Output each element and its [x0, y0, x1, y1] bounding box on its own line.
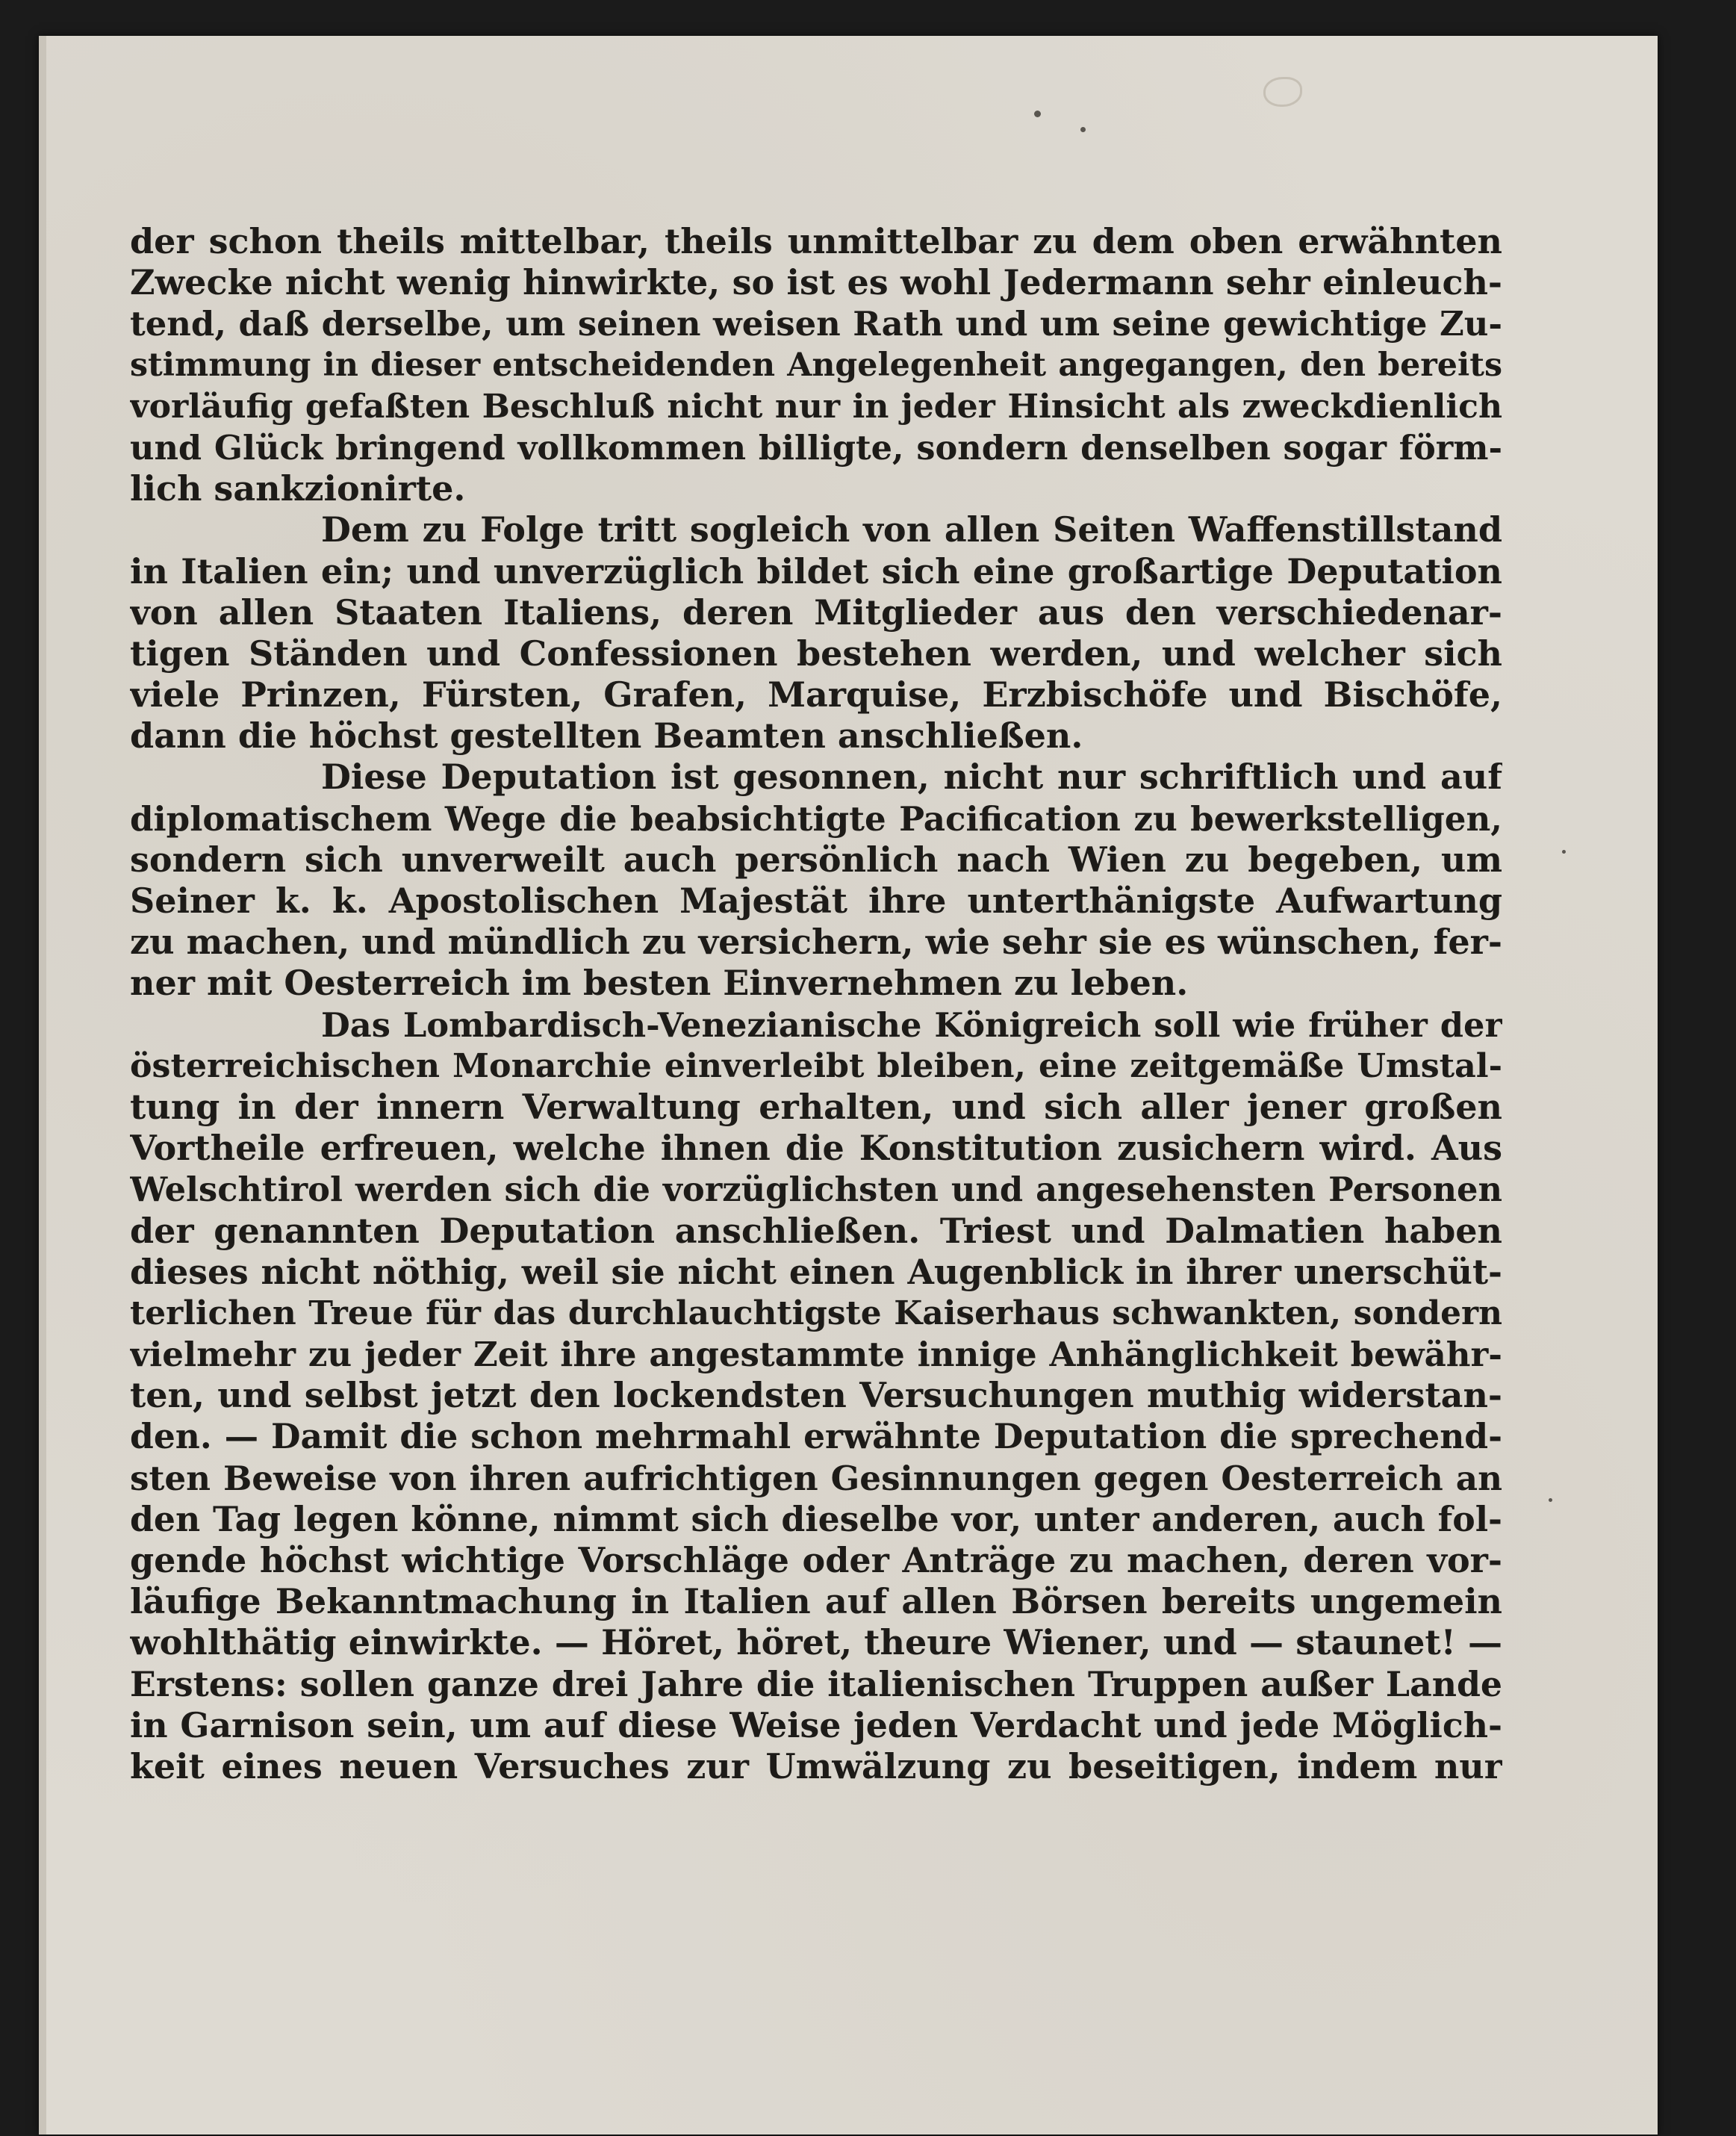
paragraph-start: Diese Deputation ist gesonnen, nicht nur schriftlich und auf: [321, 757, 1502, 798]
ink-speck: [1562, 850, 1566, 854]
text-line: vielmehr zu jeder Zeit ihre angestammte innige Anhänglichkeit bewähr-: [130, 1335, 1502, 1375]
text-line: tung in der innern Verwaltung erhalten, und sich aller jener großen: [130, 1086, 1502, 1127]
text-line: der schon theils mittelbar, theils unmittelbar zu dem oben erwähnten: [130, 221, 1502, 261]
text-line: keit eines neuen Versuches zur Umwälzung zu beseitigen, indem nur: [130, 1745, 1502, 1786]
paragraph-start: Dem zu Folge tritt sogleich von allen Seiten Waffenstillstand: [321, 509, 1502, 550]
text-line: ten, und selbst jetzt den lockendsten Versuchungen muthig widerstan-: [130, 1375, 1502, 1416]
text-line: sondern sich unverweilt auch persönlich nach Wien zu begeben, um: [130, 839, 1502, 880]
text-line: zu machen, und mündlich zu versichern, wie sehr sie es wünschen, fer-: [130, 922, 1502, 963]
text-line: von allen Staaten Italiens, deren Mitglieder aus den verschiedenar-: [130, 592, 1502, 633]
text-line: Zwecke nicht wenig hinwirkte, so ist es wohl Jedermann sehr einleuch-: [130, 262, 1502, 303]
text-line: in Garnison sein, um auf diese Weise jeden Verdacht und jede Möglich-: [130, 1704, 1502, 1745]
body-text: [130, 221, 1502, 1787]
text-line: dieses nicht nöthig, weil sie nicht einen Augenblick in ihrer unerschüt-: [130, 1251, 1502, 1292]
text-line: diplomatischem Wege die beabsichtigte Pacification zu bewerkstelligen,: [130, 798, 1502, 839]
ink-speck: [1080, 127, 1086, 132]
text-line: und Glück bringend vollkommen billigte, sondern denselben sogar förm-: [130, 427, 1502, 468]
text-line: den Tag legen könne, nimmt sich dieselbe vor, unter anderen, auch fol-: [130, 1498, 1502, 1539]
text-line: in Italien ein; und unverzüglich bildet sich eine großartige Deputation: [130, 550, 1502, 592]
text-line: der genannten Deputation anschließen. Triest und Dalmatien haben: [130, 1210, 1502, 1251]
document-page: [39, 36, 1658, 2135]
text-line: sten Beweise von ihren aufrichtigen Gesinnungen gegen Oesterreich an: [130, 1458, 1502, 1498]
text-line: Erstens: sollen ganze drei Jahre die italienischen Truppen außer Lande: [130, 1663, 1502, 1704]
ink-speck: [1034, 111, 1041, 117]
text-line: dann die höchst gestellten Beamten anschließen.: [130, 715, 1083, 757]
text-line: stimmung in dieser entscheidenden Angelegenheit angegangen, den bereits: [130, 346, 1502, 384]
paragraph-start: Das Lombardisch-Venezianische Königreich soll wie früher der: [321, 1005, 1502, 1045]
text-line: terlichen Treue für das durchlauchtigste Kaiserhaus schwankten, sondern: [130, 1294, 1502, 1332]
text-line: ner mit Oesterreich im besten Einvernehmen zu leben.: [130, 963, 1189, 1004]
text-line: Vortheile erfreuen, welche ihnen die Konstitution zusichern wird. Aus: [130, 1128, 1502, 1169]
text-line: tend, daß derselbe, um seinen weisen Rath und um seine gewichtige Zu-: [130, 304, 1502, 344]
text-line: wohlthätig einwirkte. — Höret, höret, theure Wiener, und — staunet! —: [130, 1622, 1502, 1663]
text-line: lich sankzionirte.: [130, 468, 466, 509]
text-line: Welschtirol werden sich die vorzüglichsten und angesehensten Personen: [130, 1170, 1502, 1210]
text-line: österreichischen Monarchie einverleibt bleiben, eine zeitgemäße Umstal-: [130, 1046, 1502, 1085]
text-line: vorläufig gefaßten Beschluß nicht nur in jeder Hinsicht als zweckdienlich: [130, 387, 1502, 426]
text-line: tigen Ständen und Confessionen bestehen werden, und welcher sich: [130, 633, 1502, 674]
text-line: gende höchst wichtige Vorschläge oder Anträge zu machen, deren vor-: [130, 1540, 1502, 1580]
ink-speck: [1549, 1498, 1552, 1502]
text-line: läufige Bekanntmachung in Italien auf allen Börsen bereits ungemein: [130, 1581, 1502, 1622]
text-line: Seiner k. k. Apostolischen Majestät ihre unterthänigste Aufwartung: [130, 881, 1502, 921]
stamp-mark: [1263, 77, 1302, 107]
page-edge: [39, 36, 46, 2135]
text-line: den. — Damit die schon mehrmahl erwähnte Deputation die sprechend-: [130, 1416, 1502, 1457]
text-line: viele Prinzen, Fürsten, Grafen, Marquise, Erzbischöfe und Bischöfe,: [130, 674, 1502, 715]
